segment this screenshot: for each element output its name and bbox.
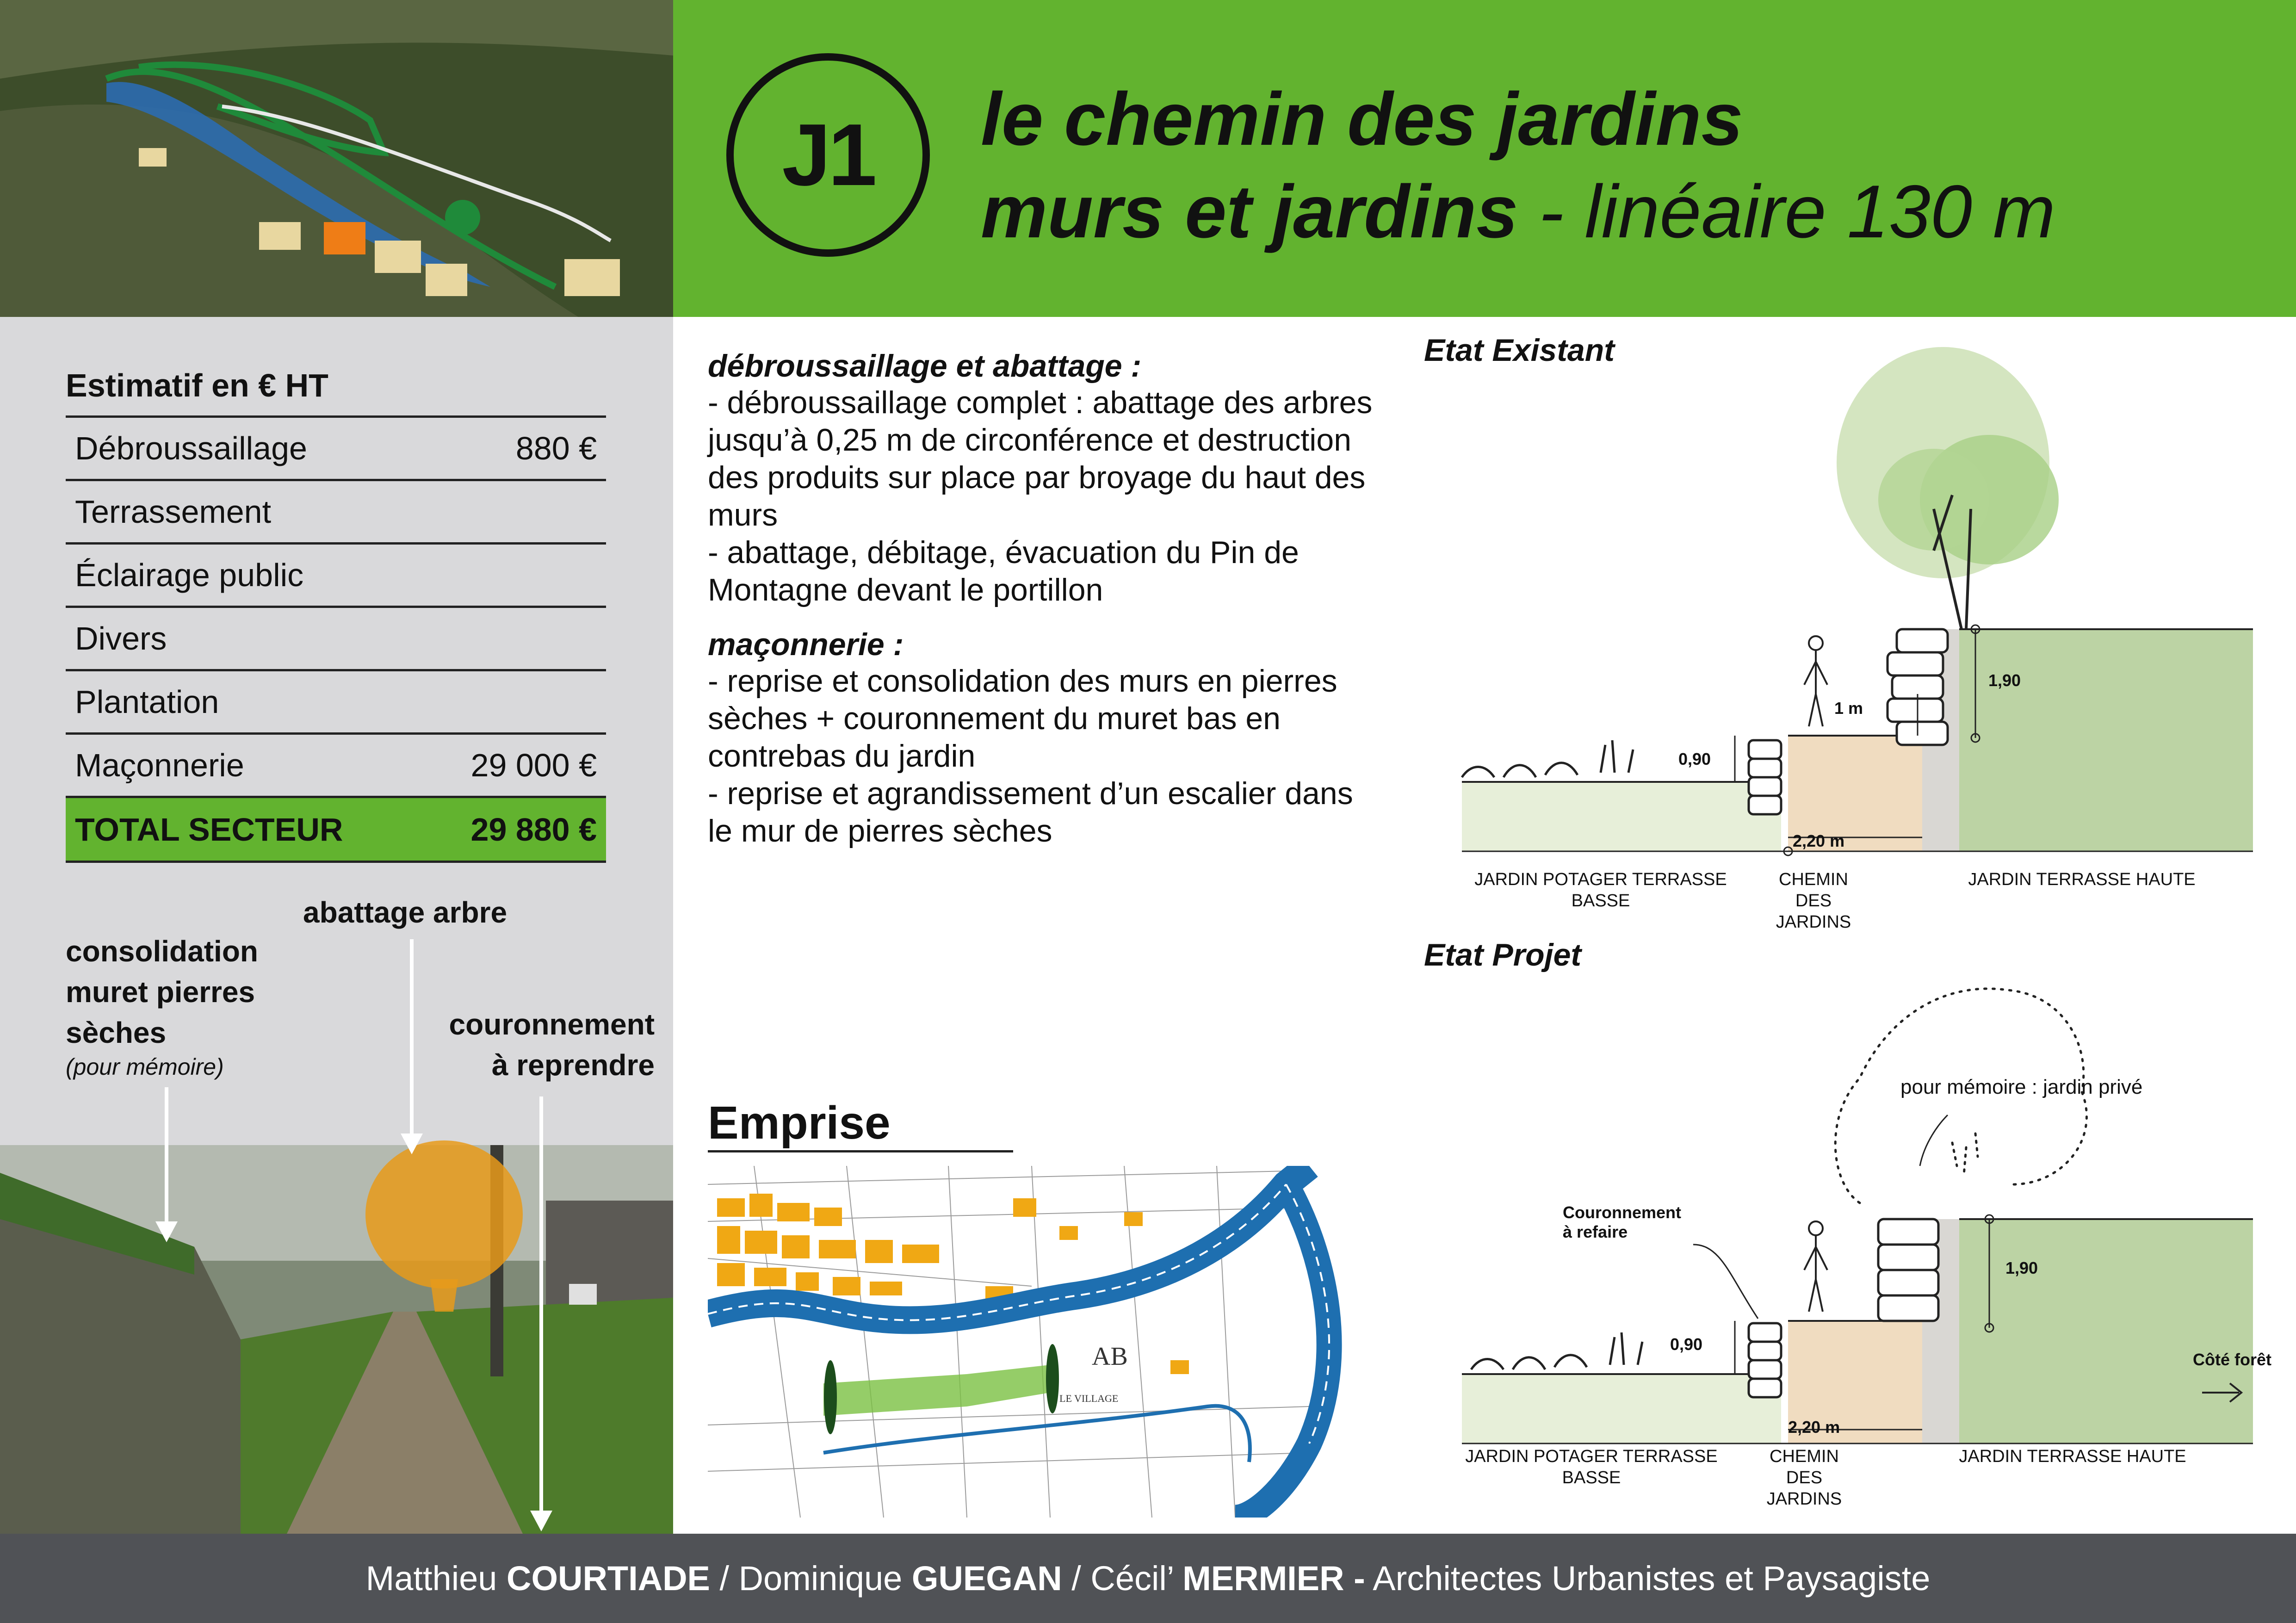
label-line: JARDINS [1776, 912, 1851, 932]
tree-to-fell-symbol [361, 1140, 527, 1326]
annotation-couronnement [433, 1004, 655, 1085]
text-line: Montagne devant le portillon [708, 572, 1103, 607]
label-haute-existing: JARDIN TERRASSE HAUTE [1968, 870, 2196, 889]
label-line: BASSE [1571, 891, 1630, 911]
text-line: murs [708, 497, 778, 533]
existing-state-title: Etat Existant [1424, 333, 1615, 368]
dim-090-project: 0,90 [1670, 1335, 1703, 1354]
label-line: CHEMIN [1779, 870, 1848, 889]
cost-label: Débroussaillage [75, 430, 307, 466]
total-label: TOTAL SECTEUR [75, 811, 343, 848]
cost-row-plantation [66, 669, 606, 732]
section-title-maconnerie: maçonnerie : [708, 627, 904, 662]
annotation-line: à reprendre [491, 1048, 655, 1082]
arrow-abattage [398, 939, 426, 1157]
text-line: sèches + couronnement du muret bas en [708, 701, 1281, 736]
cost-label: Éclairage public [75, 557, 304, 593]
page-title-line1: le chemin des jardins [981, 77, 1743, 161]
page-title-line2-length: - linéaire 130 m [1539, 170, 2055, 254]
cost-row-total [66, 796, 606, 863]
text-line: jusqu’à 0,25 m de circonférence et destruction [708, 422, 1352, 458]
label-line: JARDIN POTAGER TERRASSE [1474, 870, 1727, 889]
label-line: CHEMIN [1770, 1447, 1839, 1466]
annotation-abattage: abattage arbre [303, 896, 507, 929]
label-potager-project [1457, 1446, 1726, 1488]
memo-private-garden: pour mémoire : jardin privé [1900, 1076, 2143, 1098]
emprise-underline [708, 1150, 1013, 1152]
aerial-view-image [0, 0, 673, 317]
existing-section-drawing [1434, 342, 2281, 939]
footer-name: MERMIER - [1182, 1559, 1365, 1598]
cost-label: Maçonnerie [75, 747, 244, 783]
label-line: JARDIN POTAGER TERRASSE [1465, 1447, 1718, 1466]
footer-name: COURTIADE [507, 1559, 710, 1598]
dim-220-existing: 2,20 m [1793, 831, 1845, 850]
annotation-note: (pour mémoire) [66, 1054, 224, 1080]
annotation-line: muret pierres [66, 975, 255, 1009]
section-title-debroussaillage: débroussaillage et abattage : [708, 348, 1142, 384]
cost-table-title: Estimatif en € HT [66, 367, 328, 403]
label-chemin-existing [1739, 869, 1888, 933]
cost-value: 29 000 € [470, 747, 597, 783]
dim-090-existing: 0,90 [1678, 750, 1711, 768]
cost-row-eclairage [66, 542, 606, 606]
footer-name: GUEGAN [911, 1559, 1062, 1598]
label-chemin-project [1730, 1446, 1878, 1510]
footer-text: Matthieu [365, 1559, 507, 1598]
text-line: - débroussaillage complet : abattage des arbres [708, 385, 1373, 420]
annotation-line: couronnement [449, 1008, 655, 1041]
cost-row-maconnerie [66, 732, 606, 796]
annotation-line: consolidation [66, 935, 258, 968]
dim-1m-existing: 1 m [1834, 699, 1863, 718]
page-title-line2-main: murs et jardins [981, 170, 1518, 254]
total-value: 29 880 € [470, 811, 597, 848]
annotation-line: sèches [66, 1016, 167, 1049]
label-line: Couronnement [1563, 1203, 1681, 1222]
site-photo [0, 1145, 673, 1534]
footer-credits [0, 1534, 2296, 1623]
footer-text: / Dominique [710, 1559, 912, 1598]
dim-220-project: 2,20 m [1788, 1418, 1840, 1437]
text-line: des produits sur place par broyage du haut des [708, 460, 1366, 495]
cote-foret-label: Côté forêt [2193, 1350, 2271, 1369]
text-line: - reprise et consolidation des murs en pierres [708, 663, 1337, 699]
debroussaillage-text [708, 384, 1392, 609]
maconnerie-text [708, 663, 1392, 850]
cost-row-terrassement [66, 479, 606, 542]
footer-text: / Cécil’ [1062, 1559, 1183, 1598]
arrow-consolidation [153, 1087, 180, 1245]
footer-text: Architectes Urbanistes et Paysagiste [1365, 1559, 1931, 1598]
label-line: DES [1786, 1468, 1823, 1487]
map-label-village: LE VILLAGE [1059, 1393, 1119, 1404]
annotation-consolidation [66, 931, 258, 1081]
text-line: contrebas du jardin [708, 738, 976, 774]
map-label-ab: AB [1092, 1342, 1128, 1371]
aerial-view-drawing [0, 0, 673, 317]
cost-label: Divers [75, 620, 167, 657]
cost-label: Plantation [75, 684, 219, 720]
site-photo-drawing [0, 1145, 673, 1534]
dim-190-project: 1,90 [2005, 1258, 2038, 1277]
couronnement-note [1563, 1203, 1681, 1242]
label-line: BASSE [1562, 1468, 1621, 1487]
cost-label: Terrassement [75, 494, 272, 530]
dim-190-existing: 1,90 [1988, 671, 2021, 690]
text-line: - reprise et agrandissement d’un escalier dans [708, 776, 1353, 811]
label-line: JARDINS [1766, 1489, 1842, 1509]
emprise-title: Emprise [708, 1097, 891, 1149]
label-haute-project: JARDIN TERRASSE HAUTE [1959, 1447, 2186, 1466]
label-potager-existing [1467, 869, 1735, 911]
sector-code-badge: J1 [726, 53, 930, 257]
works-description [708, 348, 1392, 850]
cost-row-debroussaillage [66, 415, 606, 479]
cadastral-map [708, 1166, 1374, 1518]
project-section-drawing [1434, 925, 2281, 1522]
page-title-line2 [981, 169, 2055, 255]
text-line: - abattage, débitage, évacuation du Pin de [708, 535, 1299, 570]
project-state-title: Etat Projet [1424, 937, 1582, 973]
label-line: à refaire [1563, 1222, 1628, 1241]
text-line: le mur de pierres sèches [708, 813, 1052, 849]
cost-row-divers [66, 606, 606, 669]
cost-value: 880 € [515, 430, 597, 466]
cadastral-map-drawing [708, 1166, 1374, 1518]
label-line: DES [1795, 891, 1832, 911]
arrow-couronnement [527, 1096, 555, 1536]
